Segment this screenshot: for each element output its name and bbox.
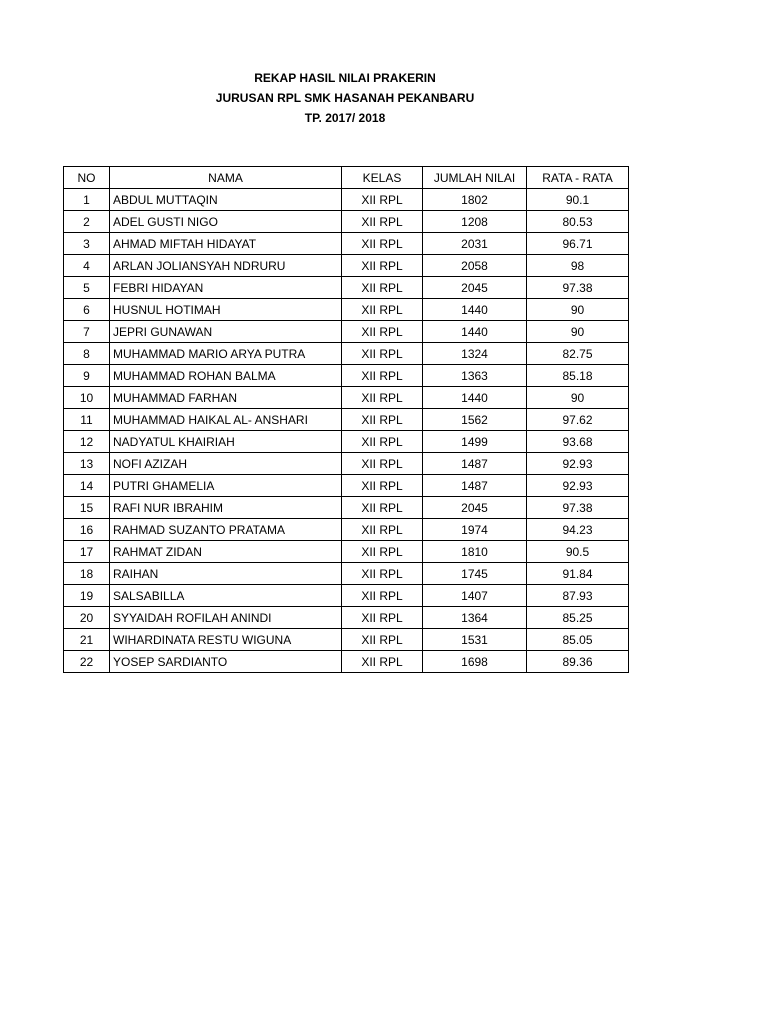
grade-table bbox=[63, 166, 629, 673]
cell-kelas: XII RPL bbox=[342, 343, 423, 365]
table-row bbox=[64, 629, 629, 651]
cell-jumlah-nilai: 1208 bbox=[423, 211, 527, 233]
table-row bbox=[64, 475, 629, 497]
cell-rata-rata: 80.53 bbox=[527, 211, 629, 233]
cell-no: 11 bbox=[64, 409, 110, 431]
title-line-3: TP. 2017/ 2018 bbox=[304, 111, 386, 125]
cell-jumlah-nilai: 1499 bbox=[423, 431, 527, 453]
cell-jumlah-nilai: 1440 bbox=[423, 299, 527, 321]
cell-kelas: XII RPL bbox=[342, 299, 423, 321]
table-row bbox=[64, 299, 629, 321]
header-kelas: KELAS bbox=[342, 167, 423, 189]
table-body bbox=[64, 189, 629, 673]
table-row bbox=[64, 497, 629, 519]
cell-kelas: XII RPL bbox=[342, 189, 423, 211]
cell-rata-rata: 82.75 bbox=[527, 343, 629, 365]
cell-kelas: XII RPL bbox=[342, 519, 423, 541]
cell-no: 19 bbox=[64, 585, 110, 607]
cell-no: 15 bbox=[64, 497, 110, 519]
cell-no: 7 bbox=[64, 321, 110, 343]
cell-nama: MUHAMMAD HAIKAL AL- ANSHARI bbox=[110, 409, 342, 431]
cell-nama: RAIHAN bbox=[110, 563, 342, 585]
cell-jumlah-nilai: 1698 bbox=[423, 651, 527, 673]
cell-rata-rata: 92.93 bbox=[527, 453, 629, 475]
table-row bbox=[64, 387, 629, 409]
cell-nama: PUTRI GHAMELIA bbox=[110, 475, 342, 497]
table-row bbox=[64, 189, 629, 211]
cell-rata-rata: 85.05 bbox=[527, 629, 629, 651]
table-row bbox=[64, 607, 629, 629]
cell-no: 17 bbox=[64, 541, 110, 563]
header-no: NO bbox=[64, 167, 110, 189]
cell-jumlah-nilai: 1364 bbox=[423, 607, 527, 629]
cell-nama: SYYAIDAH ROFILAH ANINDI bbox=[110, 607, 342, 629]
cell-no: 12 bbox=[64, 431, 110, 453]
cell-no: 3 bbox=[64, 233, 110, 255]
cell-nama: ADEL GUSTI NIGO bbox=[110, 211, 342, 233]
table-row bbox=[64, 431, 629, 453]
cell-kelas: XII RPL bbox=[342, 255, 423, 277]
cell-jumlah-nilai: 2058 bbox=[423, 255, 527, 277]
cell-jumlah-nilai: 1810 bbox=[423, 541, 527, 563]
cell-jumlah-nilai: 2031 bbox=[423, 233, 527, 255]
cell-jumlah-nilai: 1974 bbox=[423, 519, 527, 541]
table-row bbox=[64, 321, 629, 343]
cell-nama: RAHMAT ZIDAN bbox=[110, 541, 342, 563]
cell-jumlah-nilai: 1531 bbox=[423, 629, 527, 651]
cell-jumlah-nilai: 1324 bbox=[423, 343, 527, 365]
table-row bbox=[64, 409, 629, 431]
cell-nama: JEPRI GUNAWAN bbox=[110, 321, 342, 343]
table-header-row bbox=[64, 167, 629, 189]
cell-rata-rata: 97.38 bbox=[527, 497, 629, 519]
cell-no: 22 bbox=[64, 651, 110, 673]
header-jumlah-nilai: JUMLAH NILAI bbox=[423, 167, 527, 189]
cell-kelas: XII RPL bbox=[342, 607, 423, 629]
cell-rata-rata: 92.93 bbox=[527, 475, 629, 497]
cell-rata-rata: 90 bbox=[527, 387, 629, 409]
table-row bbox=[64, 211, 629, 233]
cell-nama: NADYATUL KHAIRIAH bbox=[110, 431, 342, 453]
table-row bbox=[64, 343, 629, 365]
cell-rata-rata: 90 bbox=[527, 299, 629, 321]
cell-jumlah-nilai: 1802 bbox=[423, 189, 527, 211]
cell-no: 14 bbox=[64, 475, 110, 497]
cell-kelas: XII RPL bbox=[342, 475, 423, 497]
cell-kelas: XII RPL bbox=[342, 453, 423, 475]
cell-no: 18 bbox=[64, 563, 110, 585]
cell-no: 1 bbox=[64, 189, 110, 211]
cell-no: 2 bbox=[64, 211, 110, 233]
cell-kelas: XII RPL bbox=[342, 211, 423, 233]
cell-rata-rata: 97.38 bbox=[527, 277, 629, 299]
cell-rata-rata: 85.25 bbox=[527, 607, 629, 629]
cell-rata-rata: 94.23 bbox=[527, 519, 629, 541]
table-row bbox=[64, 519, 629, 541]
cell-kelas: XII RPL bbox=[342, 387, 423, 409]
cell-jumlah-nilai: 1440 bbox=[423, 321, 527, 343]
cell-nama: ARLAN JOLIANSYAH NDRURU bbox=[110, 255, 342, 277]
cell-no: 16 bbox=[64, 519, 110, 541]
cell-nama: HUSNUL HOTIMAH bbox=[110, 299, 342, 321]
cell-kelas: XII RPL bbox=[342, 541, 423, 563]
table-row bbox=[64, 255, 629, 277]
table-row bbox=[64, 277, 629, 299]
cell-no: 9 bbox=[64, 365, 110, 387]
cell-nama: SALSABILLA bbox=[110, 585, 342, 607]
cell-no: 20 bbox=[64, 607, 110, 629]
cell-rata-rata: 89.36 bbox=[527, 651, 629, 673]
cell-no: 6 bbox=[64, 299, 110, 321]
cell-kelas: XII RPL bbox=[342, 321, 423, 343]
cell-nama: MUHAMMAD MARIO ARYA PUTRA bbox=[110, 343, 342, 365]
cell-no: 13 bbox=[64, 453, 110, 475]
cell-nama: RAFI NUR IBRAHIM bbox=[110, 497, 342, 519]
title-line-2: JURUSAN RPL SMK HASANAH PEKANBARU bbox=[215, 91, 475, 105]
cell-kelas: XII RPL bbox=[342, 629, 423, 651]
cell-nama: RAHMAD SUZANTO PRATAMA bbox=[110, 519, 342, 541]
cell-rata-rata: 98 bbox=[527, 255, 629, 277]
cell-rata-rata: 90.1 bbox=[527, 189, 629, 211]
cell-no: 5 bbox=[64, 277, 110, 299]
header-nama: NAMA bbox=[110, 167, 342, 189]
cell-no: 4 bbox=[64, 255, 110, 277]
cell-rata-rata: 96.71 bbox=[527, 233, 629, 255]
cell-nama: NOFI AZIZAH bbox=[110, 453, 342, 475]
cell-no: 21 bbox=[64, 629, 110, 651]
document-title bbox=[0, 68, 690, 128]
table-row bbox=[64, 563, 629, 585]
cell-rata-rata: 85.18 bbox=[527, 365, 629, 387]
cell-kelas: XII RPL bbox=[342, 233, 423, 255]
cell-rata-rata: 93.68 bbox=[527, 431, 629, 453]
cell-rata-rata: 91.84 bbox=[527, 563, 629, 585]
cell-no: 8 bbox=[64, 343, 110, 365]
cell-nama: MUHAMMAD FARHAN bbox=[110, 387, 342, 409]
table-row bbox=[64, 651, 629, 673]
cell-kelas: XII RPL bbox=[342, 497, 423, 519]
title-line-1: REKAP HASIL NILAI PRAKERIN bbox=[254, 71, 436, 85]
cell-nama: ABDUL MUTTAQIN bbox=[110, 189, 342, 211]
table-row bbox=[64, 453, 629, 475]
cell-nama: AHMAD MIFTAH HIDAYAT bbox=[110, 233, 342, 255]
cell-kelas: XII RPL bbox=[342, 585, 423, 607]
cell-kelas: XII RPL bbox=[342, 365, 423, 387]
header-rata-rata: RATA - RATA bbox=[527, 167, 629, 189]
cell-jumlah-nilai: 1745 bbox=[423, 563, 527, 585]
cell-nama: MUHAMMAD ROHAN BALMA bbox=[110, 365, 342, 387]
table-row bbox=[64, 365, 629, 387]
cell-rata-rata: 90.5 bbox=[527, 541, 629, 563]
cell-no: 10 bbox=[64, 387, 110, 409]
cell-kelas: XII RPL bbox=[342, 563, 423, 585]
cell-jumlah-nilai: 1407 bbox=[423, 585, 527, 607]
cell-kelas: XII RPL bbox=[342, 431, 423, 453]
cell-jumlah-nilai: 1363 bbox=[423, 365, 527, 387]
cell-rata-rata: 87.93 bbox=[527, 585, 629, 607]
cell-jumlah-nilai: 2045 bbox=[423, 497, 527, 519]
cell-kelas: XII RPL bbox=[342, 277, 423, 299]
table-row bbox=[64, 585, 629, 607]
cell-jumlah-nilai: 2045 bbox=[423, 277, 527, 299]
cell-kelas: XII RPL bbox=[342, 409, 423, 431]
cell-rata-rata: 90 bbox=[527, 321, 629, 343]
cell-jumlah-nilai: 1562 bbox=[423, 409, 527, 431]
cell-jumlah-nilai: 1440 bbox=[423, 387, 527, 409]
cell-jumlah-nilai: 1487 bbox=[423, 475, 527, 497]
cell-rata-rata: 97.62 bbox=[527, 409, 629, 431]
table-row bbox=[64, 541, 629, 563]
cell-nama: YOSEP SARDIANTO bbox=[110, 651, 342, 673]
table-row bbox=[64, 233, 629, 255]
cell-kelas: XII RPL bbox=[342, 651, 423, 673]
cell-jumlah-nilai: 1487 bbox=[423, 453, 527, 475]
cell-nama: WIHARDINATA RESTU WIGUNA bbox=[110, 629, 342, 651]
cell-nama: FEBRI HIDAYAN bbox=[110, 277, 342, 299]
